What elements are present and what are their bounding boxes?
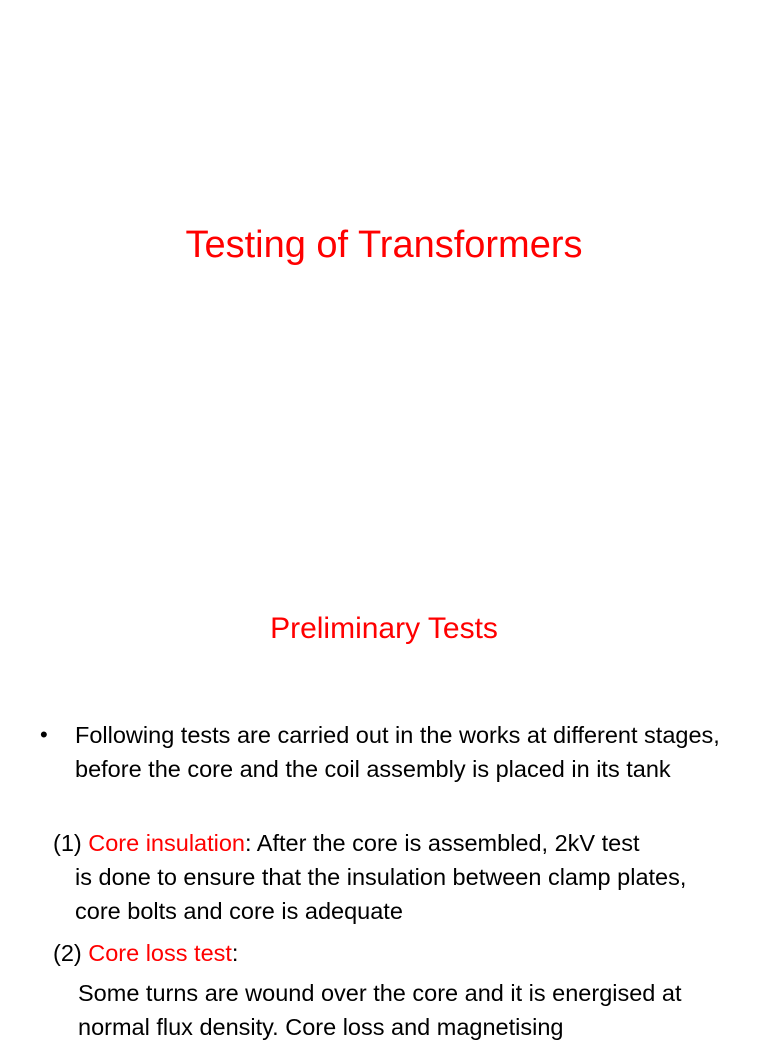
slide-heading: Preliminary Tests — [270, 612, 498, 645]
slide-preliminary-tests — [0, 576, 768, 1040]
core-loss-colon: : — [231, 940, 239, 966]
core-loss-heading: Core loss test — [88, 940, 232, 966]
core-insulation-text: : After the core is assembled, 2kV test — [245, 830, 640, 856]
core-loss-description: Some turns are wound over the core and it is energised at normal flux density. Core loss and magnetising — [78, 980, 682, 1040]
core-insulation-continuation: is done to ensure that the insulation between clamp plates, core bolts and core is adequate — [75, 864, 687, 924]
intro-paragraph: Following tests are carried out in the works at different stages, before the core and the coil assembly is placed in its tank — [75, 722, 720, 782]
slide-title-heading: Testing of Transformers — [185, 224, 583, 266]
bullet-point: • — [40, 722, 48, 747]
core-insulation-heading: Core insulation — [88, 830, 246, 856]
item-number: (2) — [53, 940, 89, 966]
core-loss-item — [53, 936, 733, 970]
core-insulation-item — [53, 826, 733, 928]
item-number: (1) — [53, 830, 89, 856]
